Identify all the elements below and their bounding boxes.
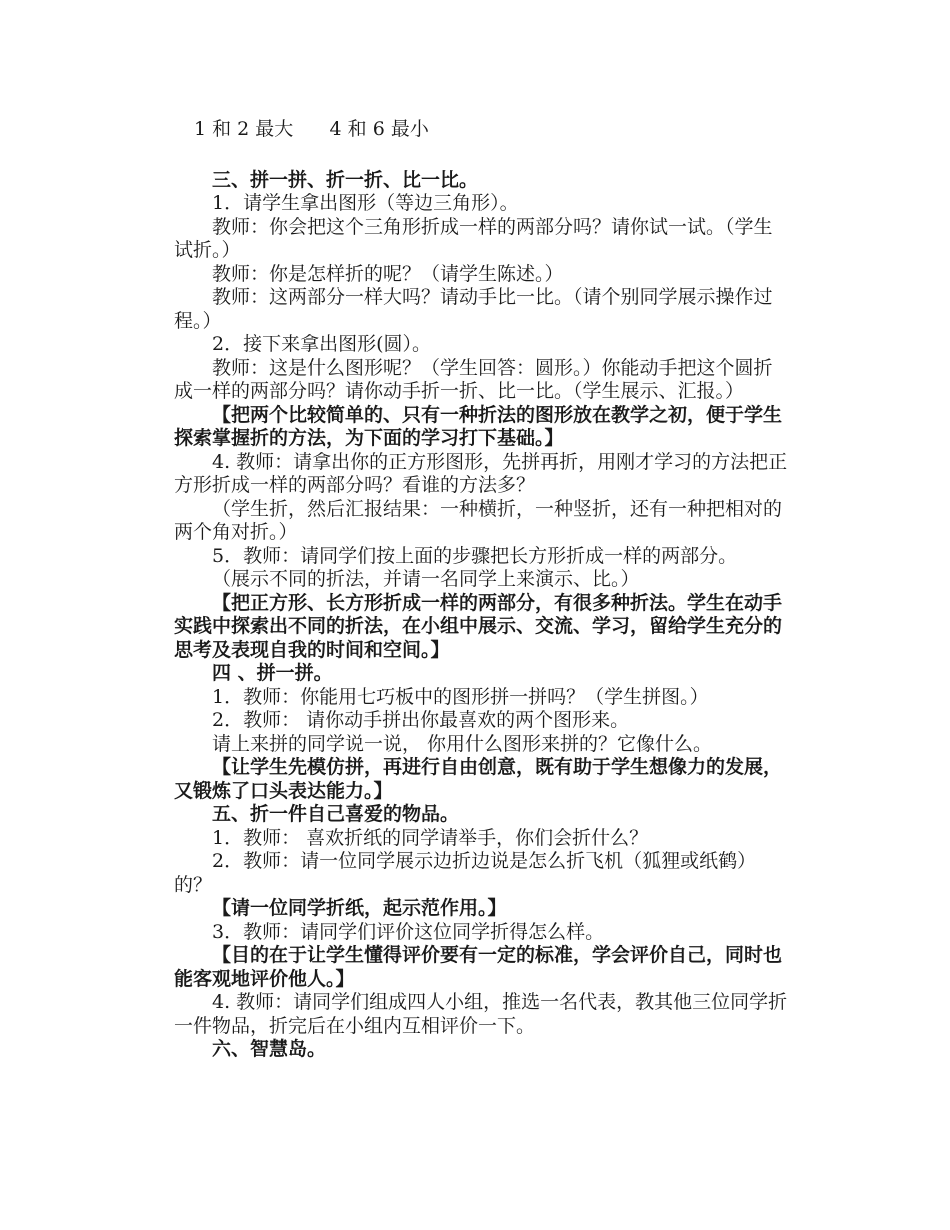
paragraph: （展示不同的折法，并请一名同学上来演示、比。） [212, 568, 640, 590]
comparison-result: 1 和 2 最大 4 和 6 最小 [194, 118, 429, 140]
paragraph: 4. 教师：请拿出你的正方形图形，先拼再折，用刚才学习的方法把正方形折成一样的两部分吗？看谁的方法多？ [174, 450, 788, 496]
blank-line [174, 142, 789, 169]
paragraph: 2．接下来拿出图形(圆）。 [212, 333, 432, 355]
paragraph: 2．教师：请一位同学展示边折边说是怎么折飞机（狐狸或纸鹤）的？ [174, 850, 757, 896]
paragraph: 教师：你会把这个三角形折成一样的两部分吗？请你试一试。（学生试折。） [174, 215, 773, 261]
section-heading-4: 四 、拼一拼。 [212, 662, 333, 684]
paragraph: 1．请学生拿出图形（等边三角形）。 [212, 192, 519, 214]
section-heading-6: 六、智慧岛。 [212, 1038, 327, 1060]
design-note: 【把正方形、长方形折成一样的两部分，有很多种折法。学生在动手实践中探索出不同的折法，在小组中展示、交流、学习，留给学生充分的思考及表现自我的时间和空间。】 [174, 591, 783, 661]
document-body [174, 118, 789, 1062]
paragraph: 5．教师：请同学们按上面的步骤把长方形折成一样的两部分。 [212, 544, 738, 567]
section-heading-3: 三、拼一拼、折一折、比一比。 [212, 168, 479, 191]
paragraph: 教师：你是怎样折的呢？（请学生陈述。） [212, 262, 564, 285]
paragraph: 请上来拼的同学说一说， 你用什么图形来拼的？它像什么。 [212, 732, 713, 755]
paragraph: 教师：这是什么图形呢？（学生回答：圆形。）你能动手把这个圆折成一样的两部分吗？请你动手折一折、比一比。（学生展示、汇报。） [174, 356, 773, 402]
design-note: 【让学生先模仿拼，再进行自由创意，既有助于学生想像力的发展，又锻炼了口头表达能力。】 [174, 756, 783, 802]
paragraph: （学生折，然后汇报结果：一种横折，一种竖折，还有一种把相对的两个角对折。） [174, 497, 783, 543]
design-note: 【请一位同学折纸，起示范作用。】 [212, 897, 507, 919]
paragraph: 3．教师：请同学们评价这位同学折得怎么样。 [212, 920, 605, 943]
paragraph: 教师：这两部分一样大吗？请动手比一比。（请个别同学展示操作过程。） [174, 286, 773, 332]
paragraph: 1．教师： 喜欢折纸的同学请举手，你们会折什么？ [212, 826, 649, 849]
design-note: 【目的在于让学生懂得评价要有一定的标准，学会评价自己，同时也能客观地评价他人。】 [174, 944, 783, 990]
paragraph: 1．教师：你能用七巧板中的图形拼一拼吗？（学生拼图。） [212, 685, 709, 708]
section-heading-5: 五、折一件自己喜爱的物品。 [212, 803, 460, 825]
paragraph: 2．教师： 请你动手拼出你最喜欢的两个图形来。 [212, 709, 630, 731]
paragraph: 4. 教师：请同学们组成四人小组，推选一名代表，教其他三位同学折一件物品，折完后在小组内互相评价一下。 [174, 991, 788, 1037]
design-note: 【把两个比较简单的、只有一种折法的图形放在教学之初，便于学生探索掌握折的方法，为下面的学习打下基础。】 [174, 403, 783, 449]
